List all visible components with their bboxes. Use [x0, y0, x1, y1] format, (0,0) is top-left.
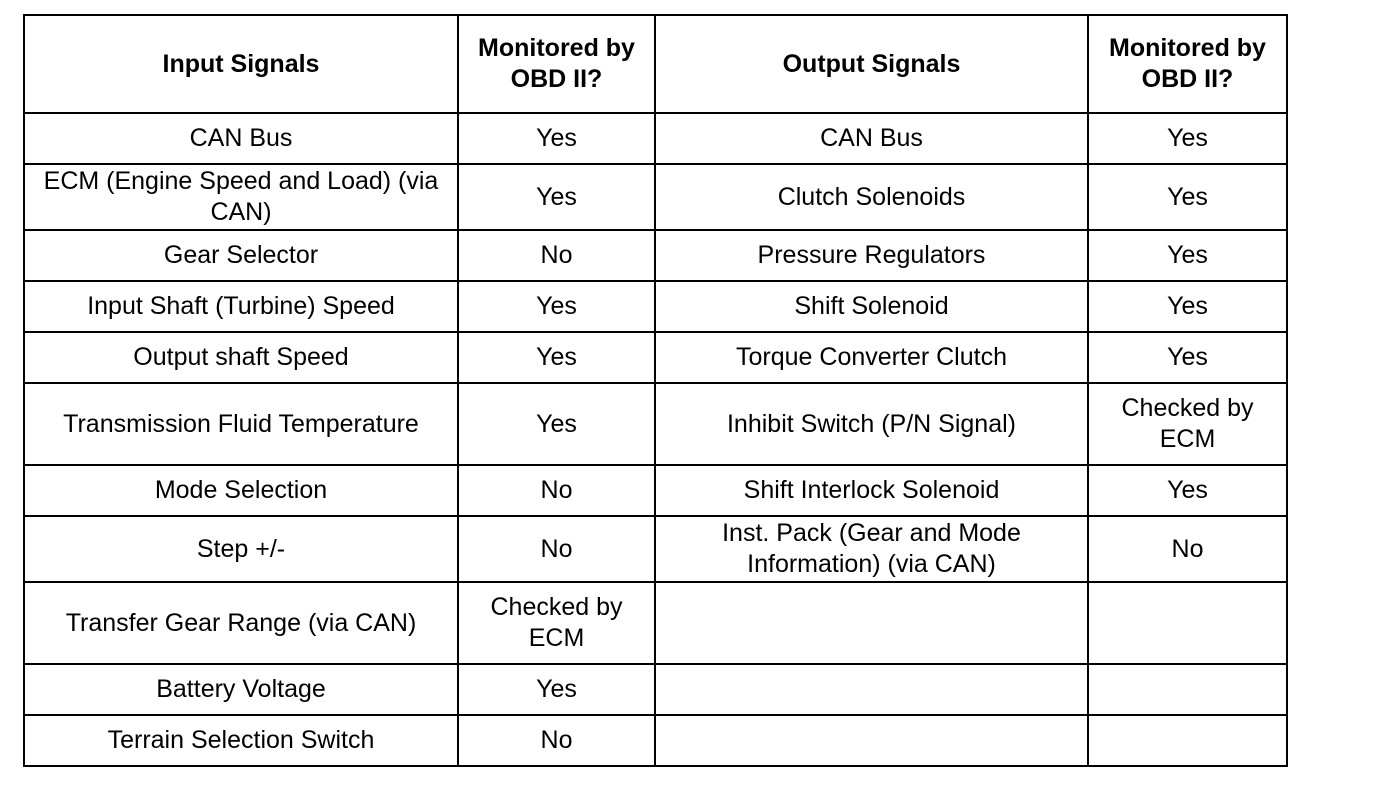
output-monitored-cell: Checked by ECM: [1088, 383, 1287, 465]
output-signal-cell: [655, 715, 1088, 766]
output-signal-cell: Torque Converter Clutch: [655, 332, 1088, 383]
input-monitored-cell: No: [458, 715, 655, 766]
output-signal-cell: Shift Solenoid: [655, 281, 1088, 332]
input-monitored-cell: Yes: [458, 332, 655, 383]
input-monitored-cell: No: [458, 230, 655, 281]
input-monitored-cell: Yes: [458, 383, 655, 465]
input-signal-cell: Step +/-: [24, 516, 458, 582]
input-signal-cell: Transfer Gear Range (via CAN): [24, 582, 458, 664]
output-monitored-cell: Yes: [1088, 465, 1287, 516]
output-monitored-cell: [1088, 582, 1287, 664]
output-monitored-cell: [1088, 664, 1287, 715]
output-monitored-cell: [1088, 715, 1287, 766]
table-row: [24, 582, 1287, 664]
input-monitored-cell: No: [458, 465, 655, 516]
input-signal-cell: Gear Selector: [24, 230, 458, 281]
table-row: [24, 465, 1287, 516]
table-row: [24, 715, 1287, 766]
table-header: [24, 15, 1287, 113]
output-signal-cell: Pressure Regulators: [655, 230, 1088, 281]
input-signal-cell: Transmission Fluid Temperature: [24, 383, 458, 465]
header-output-signals: Output Signals: [655, 15, 1088, 113]
output-monitored-cell: Yes: [1088, 164, 1287, 230]
output-monitored-cell: Yes: [1088, 113, 1287, 164]
output-monitored-cell: Yes: [1088, 332, 1287, 383]
input-signal-cell: Terrain Selection Switch: [24, 715, 458, 766]
table-row: [24, 164, 1287, 230]
table-row: [24, 516, 1287, 582]
output-signal-cell: [655, 664, 1088, 715]
output-monitored-cell: Yes: [1088, 230, 1287, 281]
table-row: [24, 664, 1287, 715]
input-monitored-cell: Yes: [458, 113, 655, 164]
input-signal-cell: CAN Bus: [24, 113, 458, 164]
input-signal-cell: ECM (Engine Speed and Load) (via CAN): [24, 164, 458, 230]
input-monitored-cell: No: [458, 516, 655, 582]
output-monitored-cell: No: [1088, 516, 1287, 582]
input-monitored-cell: Yes: [458, 664, 655, 715]
input-signal-cell: Mode Selection: [24, 465, 458, 516]
table-row: [24, 383, 1287, 465]
input-monitored-cell: Checked by ECM: [458, 582, 655, 664]
table-row: [24, 332, 1287, 383]
output-signal-cell: Inhibit Switch (P/N Signal): [655, 383, 1088, 465]
input-signal-cell: Input Shaft (Turbine) Speed: [24, 281, 458, 332]
table-row: [24, 113, 1287, 164]
output-signal-cell: Clutch Solenoids: [655, 164, 1088, 230]
output-signal-cell: Inst. Pack (Gear and Mode Information) (via CAN): [655, 516, 1088, 582]
header-output-monitored: Monitored by OBD II?: [1088, 15, 1287, 113]
input-signal-cell: Battery Voltage: [24, 664, 458, 715]
header-row: [24, 15, 1287, 113]
table-body: [24, 113, 1287, 766]
table-row: [24, 230, 1287, 281]
input-monitored-cell: Yes: [458, 164, 655, 230]
input-signal-cell: Output shaft Speed: [24, 332, 458, 383]
header-input-signals: Input Signals: [24, 15, 458, 113]
output-monitored-cell: Yes: [1088, 281, 1287, 332]
table-row: [24, 281, 1287, 332]
output-signal-cell: CAN Bus: [655, 113, 1088, 164]
obd-signals-table: [23, 14, 1288, 767]
output-signal-cell: Shift Interlock Solenoid: [655, 465, 1088, 516]
header-input-monitored: Monitored by OBD II?: [458, 15, 655, 113]
output-signal-cell: [655, 582, 1088, 664]
input-monitored-cell: Yes: [458, 281, 655, 332]
